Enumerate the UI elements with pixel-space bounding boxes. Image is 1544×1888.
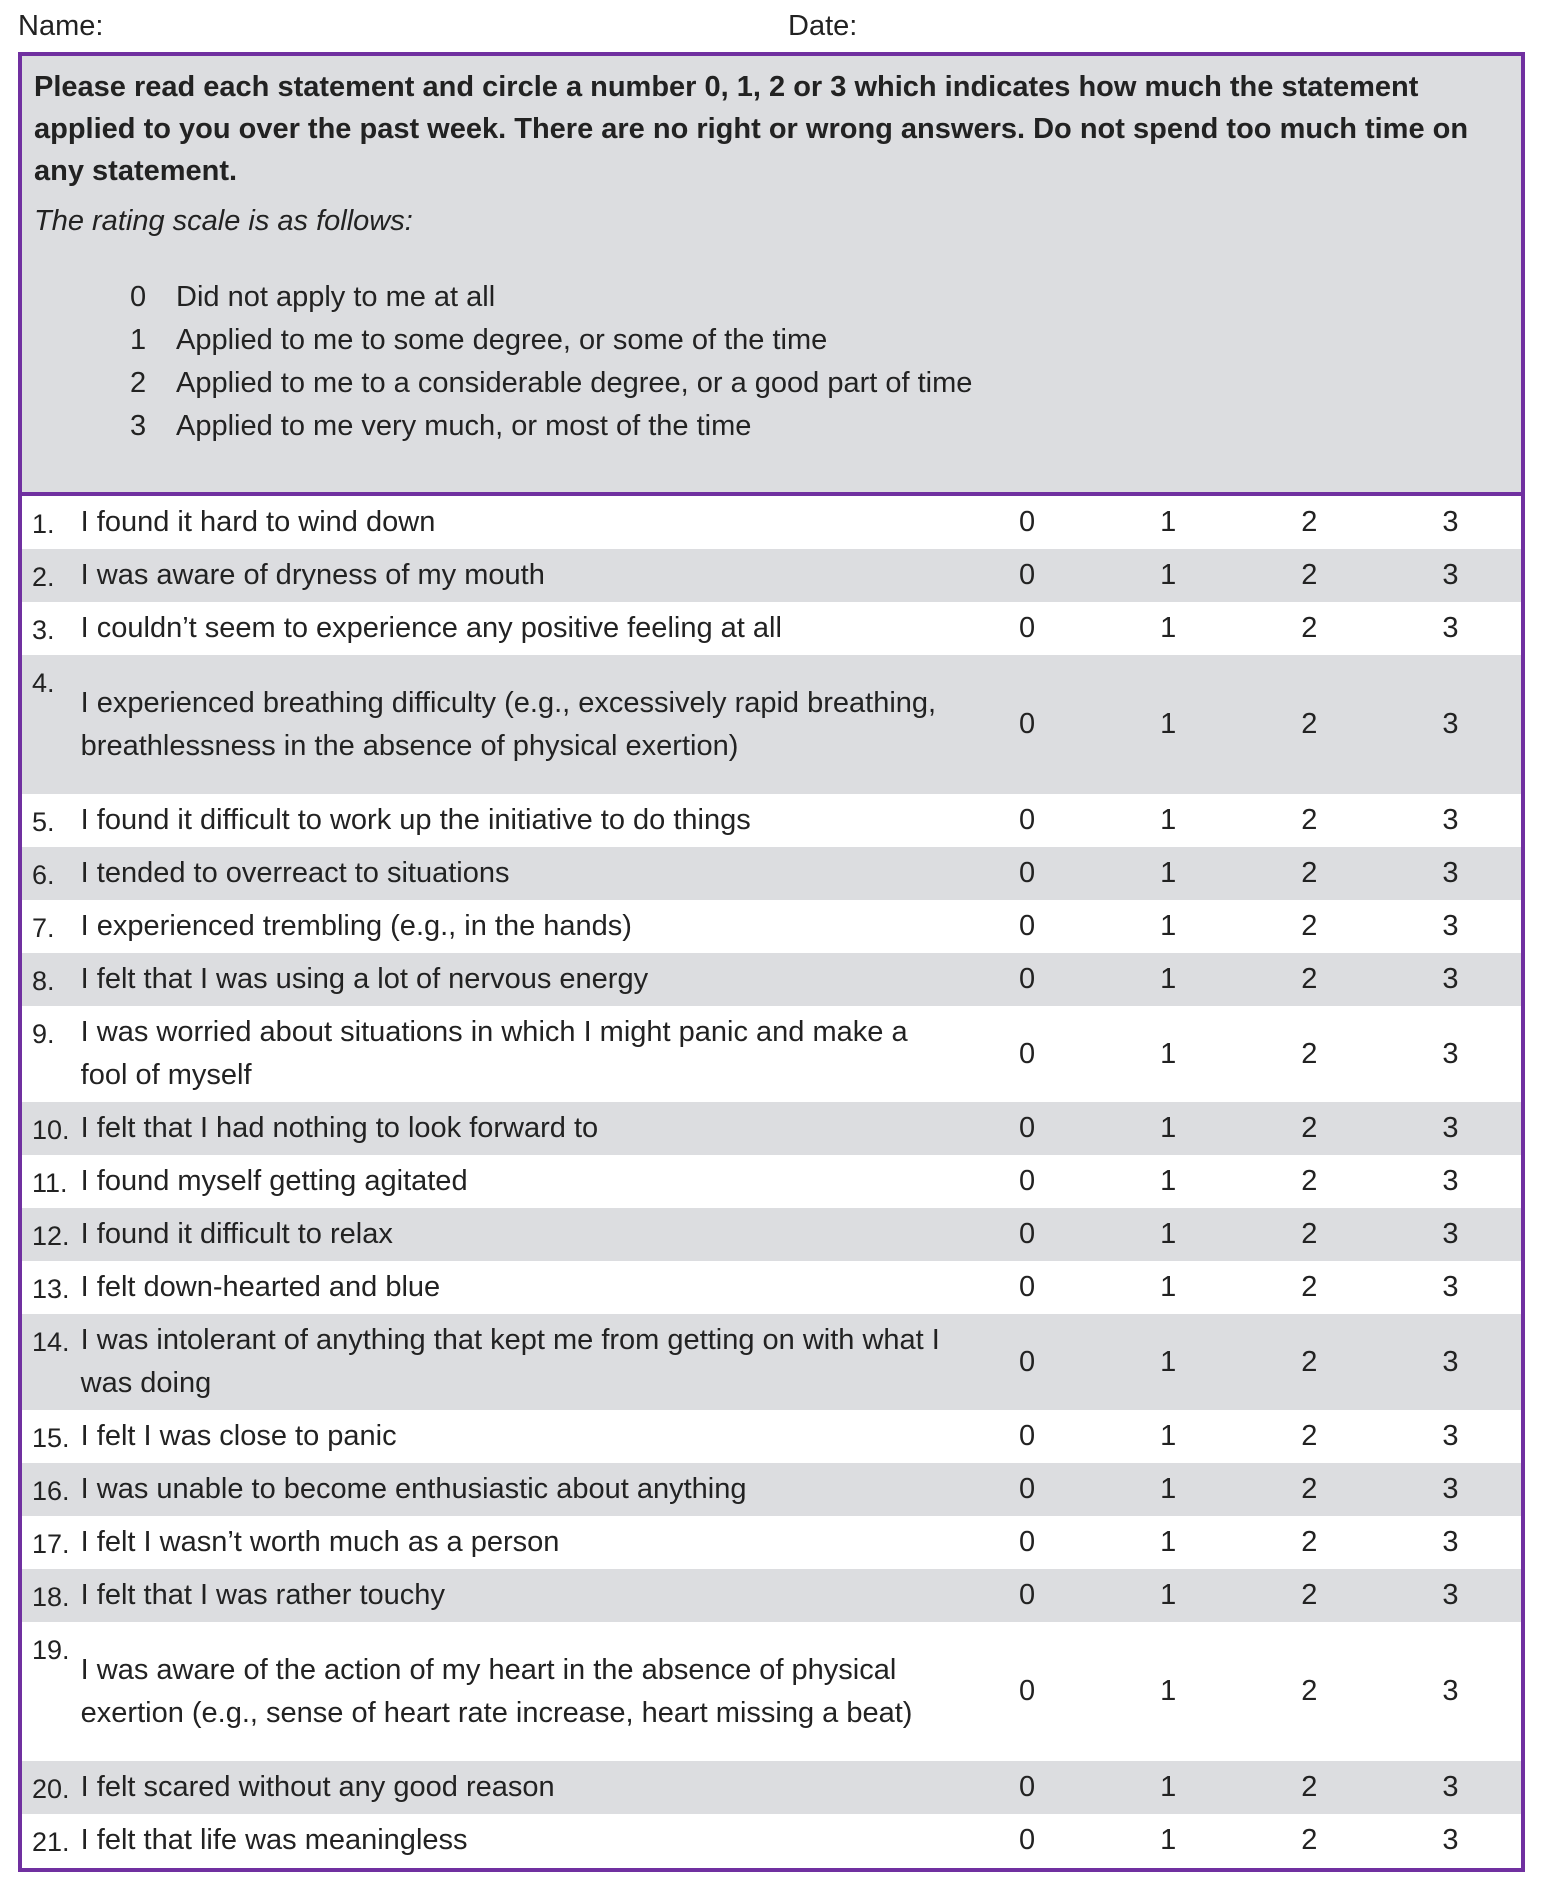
item-text: I felt that I was using a lot of nervous energy (80, 963, 649, 995)
option-3[interactable]: 3 (1442, 1579, 1459, 1611)
option-0[interactable]: 0 (1019, 1345, 1036, 1378)
option-0[interactable]: 0 (1019, 1771, 1036, 1803)
item-text: I felt that I had nothing to look forward to (80, 1112, 599, 1144)
item-row-21 (22, 1814, 1521, 1867)
item-number: 3. (32, 615, 55, 645)
item-number: 19. (32, 1635, 70, 1665)
item-row-12 (22, 1208, 1521, 1261)
item-text: I felt that I was rather touchy (80, 1579, 445, 1611)
option-0[interactable]: 0 (1019, 1526, 1036, 1558)
item-number: 8. (32, 966, 55, 996)
item-text: I was aware of dryness of my mouth (80, 559, 545, 591)
item-text: I couldn’t seem to experience any positive feeling at all (80, 612, 782, 644)
scale-intro: The rating scale is as follows: (34, 205, 413, 237)
item-text: I found myself getting agitated (80, 1165, 468, 1197)
item-row-18 (22, 1569, 1521, 1622)
option-0[interactable]: 0 (1019, 1824, 1036, 1856)
item-number: 10. (32, 1115, 70, 1145)
item-number: 9. (32, 1019, 55, 1049)
option-2[interactable]: 2 (1301, 1112, 1318, 1144)
item-row-8 (22, 953, 1521, 1006)
item-row-7 (22, 900, 1521, 953)
option-3[interactable]: 3 (1442, 1526, 1459, 1558)
option-3[interactable]: 3 (1442, 804, 1459, 836)
item-text: I experienced trembling (e.g., in the hands) (80, 910, 632, 942)
item-number: 11. (32, 1168, 68, 1198)
questionnaire-frame (18, 52, 1525, 1872)
option-1[interactable]: 1 (1160, 910, 1177, 942)
option-3[interactable]: 3 (1442, 1165, 1459, 1197)
option-3[interactable]: 3 (1442, 506, 1459, 538)
option-1[interactable]: 1 (1160, 804, 1177, 836)
items-table (22, 496, 1521, 1867)
item-row-4 (22, 655, 1521, 794)
item-number: 14. (32, 1327, 70, 1357)
option-2[interactable]: 2 (1301, 1218, 1318, 1250)
item-text: I found it difficult to work up the initiative to do things (80, 804, 751, 836)
option-0[interactable]: 0 (1019, 1420, 1036, 1452)
option-2[interactable]: 2 (1301, 506, 1318, 538)
option-2[interactable]: 2 (1301, 1271, 1318, 1303)
option-0[interactable]: 0 (1019, 804, 1036, 836)
date-label[interactable]: Date: (788, 10, 858, 42)
option-0[interactable]: 0 (1019, 1675, 1036, 1707)
option-0[interactable]: 0 (1019, 1112, 1036, 1144)
option-0[interactable]: 0 (1019, 963, 1036, 995)
item-row-16 (22, 1463, 1521, 1516)
item-number: 18. (32, 1582, 70, 1612)
item-text: I felt I was close to panic (80, 1420, 397, 1452)
option-0[interactable]: 0 (1019, 1218, 1036, 1250)
item-text: I found it difficult to relax (80, 1218, 393, 1250)
option-3[interactable]: 3 (1442, 1824, 1459, 1856)
option-2[interactable]: 2 (1301, 1345, 1318, 1378)
item-number: 7. (32, 913, 55, 943)
option-0[interactable]: 0 (1019, 1037, 1036, 1070)
scale-item (130, 276, 1509, 319)
item-text: I felt that life was meaningless (80, 1824, 468, 1856)
item-row-17 (22, 1516, 1521, 1569)
option-1[interactable]: 1 (1160, 857, 1177, 889)
header-fields (18, 6, 1528, 46)
item-number: 17. (32, 1529, 70, 1559)
item-text: I felt I wasn’t worth much as a person (80, 1526, 560, 1558)
option-0[interactable]: 0 (1019, 1165, 1036, 1197)
option-1[interactable]: 1 (1160, 1037, 1177, 1070)
item-text: I was intolerant of anything that kept me from getting on with what I was doing (80, 1324, 940, 1399)
option-1[interactable]: 1 (1160, 1165, 1177, 1197)
option-2[interactable]: 2 (1301, 559, 1318, 591)
option-1[interactable]: 1 (1160, 1112, 1177, 1144)
option-1[interactable]: 1 (1160, 1473, 1177, 1505)
option-3[interactable]: 3 (1442, 1037, 1459, 1070)
option-2[interactable]: 2 (1301, 1675, 1318, 1707)
item-number: 13. (32, 1274, 70, 1304)
item-text: I was worried about situations in which I might panic and make a fool of myself (80, 1016, 908, 1091)
option-1[interactable]: 1 (1160, 1526, 1177, 1558)
item-row-1 (22, 496, 1521, 549)
item-text: I experienced breathing difficulty (e.g., excessively rapid breathing, breathlessness in the absence of physical exertion) (80, 686, 937, 762)
option-3[interactable]: 3 (1442, 1473, 1459, 1505)
option-3[interactable]: 3 (1442, 559, 1459, 591)
option-1[interactable]: 1 (1160, 1345, 1177, 1378)
option-3[interactable]: 3 (1442, 1771, 1459, 1803)
option-1[interactable]: 1 (1160, 612, 1177, 644)
scale-label: Applied to me to some degree, or some of the time (176, 324, 828, 356)
scale-value: 2 (130, 367, 147, 399)
option-2[interactable]: 2 (1301, 612, 1318, 644)
scale-item (130, 319, 1509, 362)
item-row-13 (22, 1261, 1521, 1314)
option-0[interactable]: 0 (1019, 910, 1036, 942)
item-number: 15. (32, 1423, 70, 1453)
option-2[interactable]: 2 (1301, 1824, 1318, 1856)
item-number: 6. (32, 860, 55, 890)
option-3[interactable]: 3 (1442, 1345, 1459, 1378)
item-row-5 (22, 794, 1521, 847)
item-row-2 (22, 549, 1521, 602)
item-row-9 (22, 1006, 1521, 1102)
item-text: I tended to overreact to situations (80, 857, 510, 889)
option-0[interactable]: 0 (1019, 559, 1036, 591)
rating-scale (130, 276, 1509, 448)
instructions-box (22, 56, 1521, 496)
scale-label: Did not apply to me at all (176, 281, 496, 313)
item-text: I felt down-hearted and blue (80, 1271, 441, 1303)
item-row-19 (22, 1622, 1521, 1761)
scale-value: 1 (130, 324, 147, 356)
option-3[interactable]: 3 (1442, 857, 1459, 889)
item-number: 1. (32, 509, 55, 539)
scale-value: 0 (130, 281, 147, 313)
item-number: 2. (32, 562, 55, 592)
option-1[interactable]: 1 (1160, 1218, 1177, 1250)
option-3[interactable]: 3 (1442, 1420, 1459, 1452)
option-0[interactable]: 0 (1019, 857, 1036, 889)
option-1[interactable]: 1 (1160, 559, 1177, 591)
option-2[interactable]: 2 (1301, 857, 1318, 889)
option-3[interactable]: 3 (1442, 1271, 1459, 1303)
item-number: 21. (32, 1827, 70, 1857)
option-2[interactable]: 2 (1301, 1420, 1318, 1452)
option-2[interactable]: 2 (1301, 1037, 1318, 1070)
item-number: 16. (32, 1476, 70, 1506)
option-2[interactable]: 2 (1301, 1526, 1318, 1558)
option-1[interactable]: 1 (1160, 1579, 1177, 1611)
scale-label: Applied to me very much, or most of the time (176, 410, 752, 442)
instructions-text: Please read each statement and circle a number 0, 1, 2 or 3 which indicates how much the statement applied to you over the past week. There are no right or wrong answers. Do not spend too much time on any statement. (34, 71, 1469, 187)
option-0[interactable]: 0 (1019, 1579, 1036, 1611)
item-number: 4. (32, 668, 55, 698)
item-row-10 (22, 1102, 1521, 1155)
option-1[interactable]: 1 (1160, 1675, 1177, 1707)
option-2[interactable]: 2 (1301, 1473, 1318, 1505)
item-text: I was aware of the action of my heart in the absence of physical exertion (e.g., sense of heart rate increase, heart missing a beat) (80, 1653, 913, 1729)
item-text: I felt scared without any good reason (80, 1771, 555, 1803)
option-3[interactable]: 3 (1442, 1112, 1459, 1144)
item-row-14 (22, 1314, 1521, 1410)
option-0[interactable]: 0 (1019, 1271, 1036, 1303)
option-1[interactable]: 1 (1160, 506, 1177, 538)
item-row-3 (22, 602, 1521, 655)
item-row-15 (22, 1410, 1521, 1463)
item-row-11 (22, 1155, 1521, 1208)
option-3[interactable]: 3 (1442, 910, 1459, 942)
option-3[interactable]: 3 (1442, 612, 1459, 644)
option-2[interactable]: 2 (1301, 1165, 1318, 1197)
scale-value: 3 (130, 410, 147, 442)
item-number: 20. (32, 1774, 70, 1804)
option-0[interactable]: 0 (1019, 612, 1036, 644)
option-1[interactable]: 1 (1160, 1271, 1177, 1303)
option-2[interactable]: 2 (1301, 963, 1318, 995)
name-label[interactable]: Name: (18, 10, 104, 42)
option-1[interactable]: 1 (1160, 963, 1177, 995)
scale-item (130, 362, 1509, 405)
item-number: 12. (32, 1221, 70, 1251)
option-0[interactable]: 0 (1019, 506, 1036, 538)
option-2[interactable]: 2 (1301, 804, 1318, 836)
option-3[interactable]: 3 (1442, 708, 1459, 740)
scale-label: Applied to me to a considerable degree, or a good part of time (176, 367, 973, 399)
option-2[interactable]: 2 (1301, 708, 1318, 740)
item-row-6 (22, 847, 1521, 900)
option-3[interactable]: 3 (1442, 963, 1459, 995)
item-text: I was unable to become enthusiastic about anything (80, 1473, 747, 1505)
item-number: 5. (32, 807, 55, 837)
option-2[interactable]: 2 (1301, 910, 1318, 942)
item-text: I found it hard to wind down (80, 506, 436, 538)
option-1[interactable]: 1 (1160, 1771, 1177, 1803)
option-1[interactable]: 1 (1160, 1420, 1177, 1452)
option-0[interactable]: 0 (1019, 1473, 1036, 1505)
option-1[interactable]: 1 (1160, 708, 1177, 740)
option-0[interactable]: 0 (1019, 708, 1036, 740)
option-1[interactable]: 1 (1160, 1824, 1177, 1856)
option-2[interactable]: 2 (1301, 1771, 1318, 1803)
item-row-20 (22, 1761, 1521, 1814)
scale-item (130, 405, 1509, 448)
option-3[interactable]: 3 (1442, 1675, 1459, 1707)
option-2[interactable]: 2 (1301, 1579, 1318, 1611)
option-3[interactable]: 3 (1442, 1218, 1459, 1250)
